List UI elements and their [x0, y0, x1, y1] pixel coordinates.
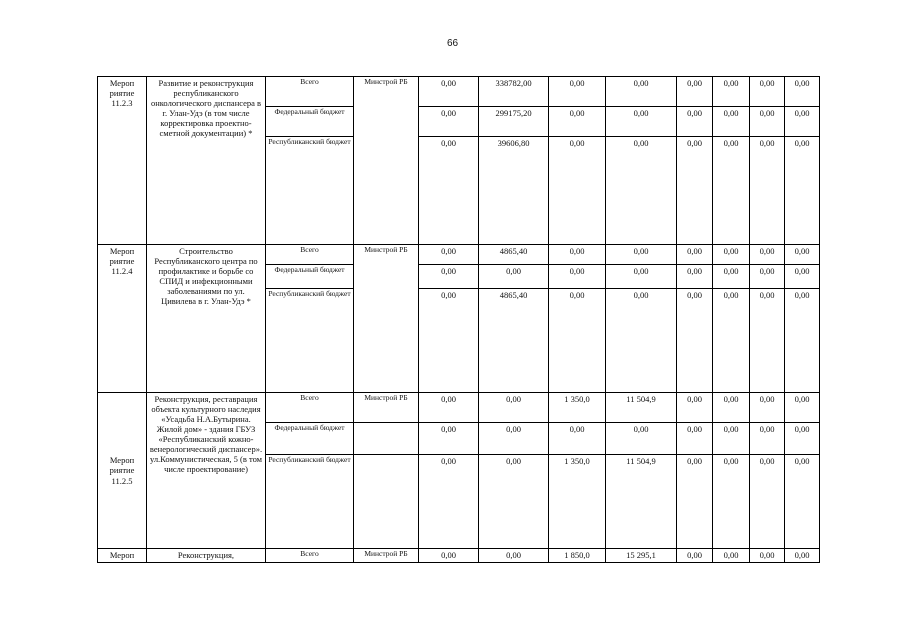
budget-value: 0,00	[419, 77, 479, 107]
budget-value: 0,00	[785, 77, 820, 107]
measure-name: Реконструкция,	[147, 549, 266, 563]
responsible-executor: Минстрой РБ	[354, 245, 419, 393]
budget-value: 0,00	[419, 289, 479, 393]
table-row	[98, 549, 820, 563]
budget-value: 0,00	[713, 245, 750, 265]
budget-value: 0,00	[606, 423, 677, 455]
budget-value: 0,00	[419, 423, 479, 455]
budget-value: 0,00	[750, 245, 785, 265]
funding-source: Федеральный бюджет	[266, 107, 354, 137]
budget-value: 0,00	[750, 265, 785, 289]
budget-value: 0,00	[785, 137, 820, 245]
budget-value: 0,00	[785, 265, 820, 289]
funding-source: Федеральный бюджет	[266, 423, 354, 455]
measure-name: Реконструкция, реставрация объекта культурного наследия «Усадьба Н.А.Бутырина. Жилой дом» - здания ГБУЗ «Республиканский кожно-венерологический диспансер». ул.Коммунистическая, 5 (в том числе проектирование)	[147, 393, 266, 549]
budget-value: 0,00	[606, 245, 677, 265]
budget-value: 0,00	[549, 137, 606, 245]
budget-value: 0,00	[677, 289, 713, 393]
funding-source: Всего	[266, 77, 354, 107]
funding-source: Республиканский бюджет	[266, 137, 354, 245]
measure-code: Мероп риятие 11.2.5	[98, 393, 147, 549]
budget-value: 0,00	[479, 549, 549, 563]
responsible-executor-empty	[354, 423, 419, 455]
budget-value: 0,00	[606, 289, 677, 393]
funding-source: Всего	[266, 245, 354, 265]
budget-value: 0,00	[479, 455, 549, 549]
budget-value: 0,00	[479, 393, 549, 423]
budget-value: 1 350,0	[549, 393, 606, 423]
budget-value: 0,00	[713, 393, 750, 423]
budget-value: 0,00	[750, 137, 785, 245]
measure-code: Мероп риятие 11.2.4	[98, 245, 147, 393]
table-row	[98, 77, 820, 107]
budget-value: 0,00	[785, 107, 820, 137]
budget-value: 0,00	[750, 549, 785, 563]
budget-value: 0,00	[419, 245, 479, 265]
budget-value: 0,00	[677, 455, 713, 549]
budget-value: 0,00	[677, 77, 713, 107]
budget-value: 0,00	[785, 423, 820, 455]
budget-value: 0,00	[785, 245, 820, 265]
budget-value: 0,00	[785, 393, 820, 423]
budget-value: 1 350,0	[549, 455, 606, 549]
budget-value: 0,00	[785, 289, 820, 393]
budget-value: 0,00	[419, 393, 479, 423]
measure-name: Развитие и реконструкция республиканского онкологического диспансера в г. Улан-Удэ (в том числе корректировка проектно-сметной документации) *	[147, 77, 266, 245]
budget-value: 0,00	[713, 289, 750, 393]
budget-value: 0,00	[549, 289, 606, 393]
budget-value: 0,00	[549, 245, 606, 265]
budget-value: 0,00	[785, 549, 820, 563]
budget-value: 0,00	[713, 107, 750, 137]
budget-value: 0,00	[677, 137, 713, 245]
budget-value: 39606,80	[479, 137, 549, 245]
budget-value: 299175,20	[479, 107, 549, 137]
budget-value: 11 504,9	[606, 455, 677, 549]
measure-code: Мероп	[98, 549, 147, 563]
measure-name: Строительство Республиканского центра по профилактике и борьбе со СПИД и инфекционными заболеваниями по ул. Цивилева в г. Улан-Удэ *	[147, 245, 266, 393]
budget-value: 0,00	[677, 245, 713, 265]
funding-source: Всего	[266, 393, 354, 423]
responsible-executor: Минстрой РБ	[354, 393, 419, 423]
budget-value: 0,00	[713, 455, 750, 549]
budget-value: 0,00	[713, 265, 750, 289]
budget-value: 0,00	[750, 455, 785, 549]
budget-value: 0,00	[606, 265, 677, 289]
table-row	[98, 245, 820, 265]
budget-value: 15 295,1	[606, 549, 677, 563]
budget-value: 0,00	[713, 137, 750, 245]
budget-value: 0,00	[479, 265, 549, 289]
budget-value: 0,00	[549, 265, 606, 289]
responsible-executor: Минстрой РБ	[354, 549, 419, 563]
budget-value: 0,00	[750, 289, 785, 393]
budget-value: 0,00	[549, 77, 606, 107]
funding-source: Республиканский бюджет	[266, 455, 354, 549]
budget-value: 0,00	[419, 137, 479, 245]
budget-value: 0,00	[677, 549, 713, 563]
budget-value: 11 504,9	[606, 393, 677, 423]
funding-source: Республиканский бюджет	[266, 289, 354, 393]
budget-table	[97, 76, 820, 563]
budget-value: 0,00	[549, 107, 606, 137]
budget-value: 0,00	[713, 77, 750, 107]
budget-value: 0,00	[677, 393, 713, 423]
budget-value: 0,00	[677, 423, 713, 455]
budget-value: 0,00	[713, 423, 750, 455]
budget-value: 1 850,0	[549, 549, 606, 563]
measure-code: Мероп риятие 11.2.3	[98, 77, 147, 245]
budget-value: 0,00	[549, 423, 606, 455]
budget-value: 0,00	[677, 265, 713, 289]
budget-value: 0,00	[419, 265, 479, 289]
budget-value: 0,00	[479, 423, 549, 455]
budget-value: 0,00	[750, 107, 785, 137]
budget-value: 0,00	[606, 77, 677, 107]
budget-value: 0,00	[713, 549, 750, 563]
budget-value: 4865,40	[479, 245, 549, 265]
budget-value: 0,00	[419, 107, 479, 137]
budget-value: 0,00	[606, 137, 677, 245]
responsible-executor-empty	[354, 455, 419, 549]
budget-value: 4865,40	[479, 289, 549, 393]
budget-value: 0,00	[677, 107, 713, 137]
budget-value: 0,00	[750, 77, 785, 107]
budget-value: 338782,00	[479, 77, 549, 107]
budget-value: 0,00	[606, 107, 677, 137]
funding-source: Федеральный бюджет	[266, 265, 354, 289]
budget-value: 0,00	[750, 393, 785, 423]
budget-value: 0,00	[419, 455, 479, 549]
responsible-executor: Минстрой РБ	[354, 77, 419, 245]
page-number: 66	[446, 38, 459, 49]
budget-value: 0,00	[419, 549, 479, 563]
budget-value: 0,00	[750, 423, 785, 455]
funding-source: Всего	[266, 549, 354, 563]
table-row	[98, 393, 820, 423]
budget-value: 0,00	[785, 455, 820, 549]
